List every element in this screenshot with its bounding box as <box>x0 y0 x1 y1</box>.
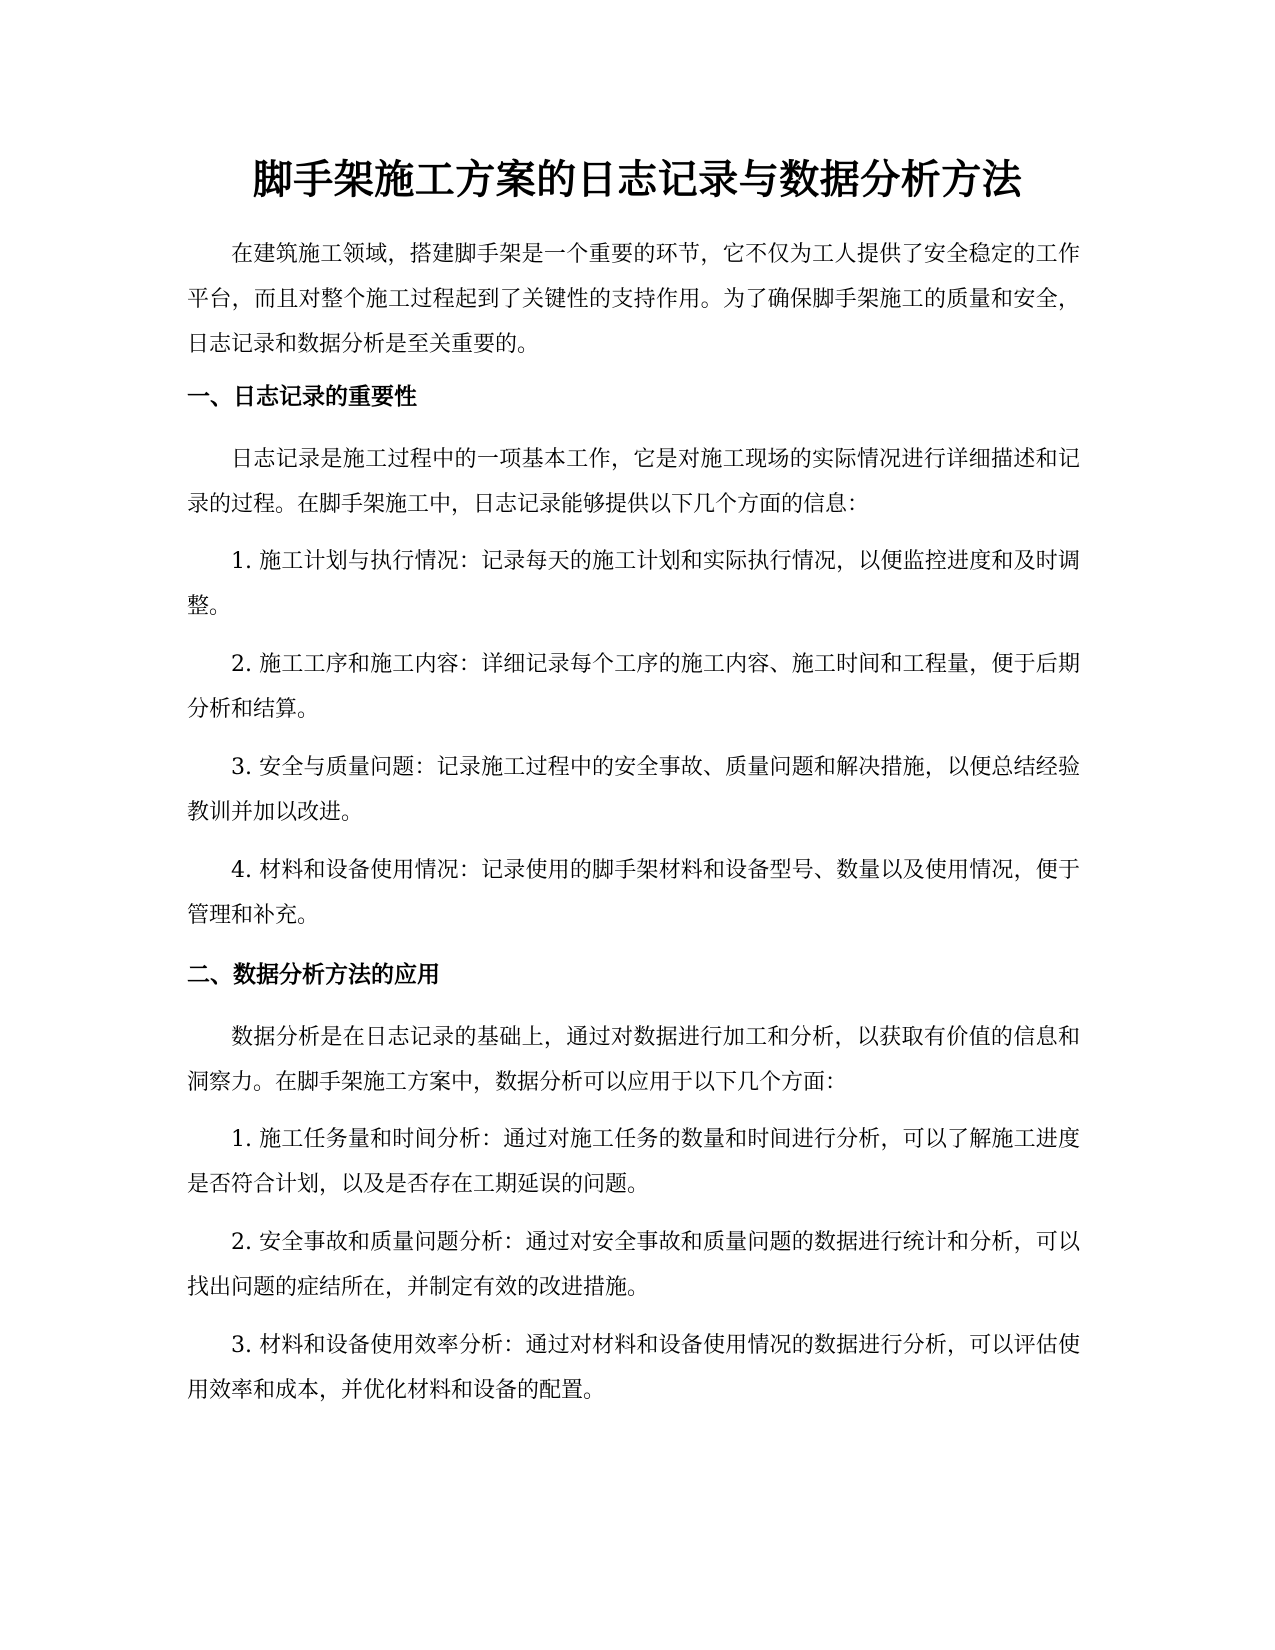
section1-heading: 一、日志记录的重要性 <box>187 384 417 410</box>
section2-item-3: 3. 材料和设备使用效率分析：通过对材料和设备使用情况的数据进行分析，可以评估使用效率和成本，并优化材料和设备的配置。 <box>187 1333 1080 1403</box>
section1-item-3: 3. 安全与质量问题：记录施工过程中的安全事故、质量问题和解决措施，以便总结经验教训并加以改进。 <box>187 755 1080 825</box>
document-title: 脚手架施工方案的日志记录与数据分析方法 <box>252 157 1023 203</box>
section2-intro-paragraph: 数据分析是在日志记录的基础上，通过对数据进行加工和分析，以获取有价值的信息和洞察力。在脚手架施工方案中，数据分析可以应用于以下几个方面： <box>187 1025 1080 1095</box>
section1-item-1: 1. 施工计划与执行情况：记录每天的施工计划和实际执行情况，以便监控进度和及时调整。 <box>187 549 1080 619</box>
section2-item-1: 1. 施工任务量和时间分析：通过对施工任务的数量和时间进行分析，可以了解施工进度是否符合计划，以及是否存在工期延误的问题。 <box>187 1127 1080 1197</box>
section1-item-2: 2. 施工工序和施工内容：详细记录每个工序的施工内容、施工时间和工程量，便于后期分析和结算。 <box>187 652 1080 722</box>
section2-heading: 二、数据分析方法的应用 <box>187 962 440 988</box>
section2-item-2: 2. 安全事故和质量问题分析：通过对安全事故和质量问题的数据进行统计和分析，可以找出问题的症结所在，并制定有效的改进措施。 <box>187 1230 1080 1300</box>
section1-intro-paragraph: 日志记录是施工过程中的一项基本工作，它是对施工现场的实际情况进行详细描述和记录的过程。在脚手架施工中，日志记录能够提供以下几个方面的信息： <box>187 447 1080 517</box>
section1-item-4: 4. 材料和设备使用情况：记录使用的脚手架材料和设备型号、数量以及使用情况，便于管理和补充。 <box>187 858 1080 928</box>
intro-paragraph: 在建筑施工领域，搭建脚手架是一个重要的环节，它不仅为工人提供了安全稳定的工作平台，而且对整个施工过程起到了关键性的支持作用。为了确保脚手架施工的质量和安全，日志记录和数据分析是至关重要的。 <box>187 242 1080 357</box>
